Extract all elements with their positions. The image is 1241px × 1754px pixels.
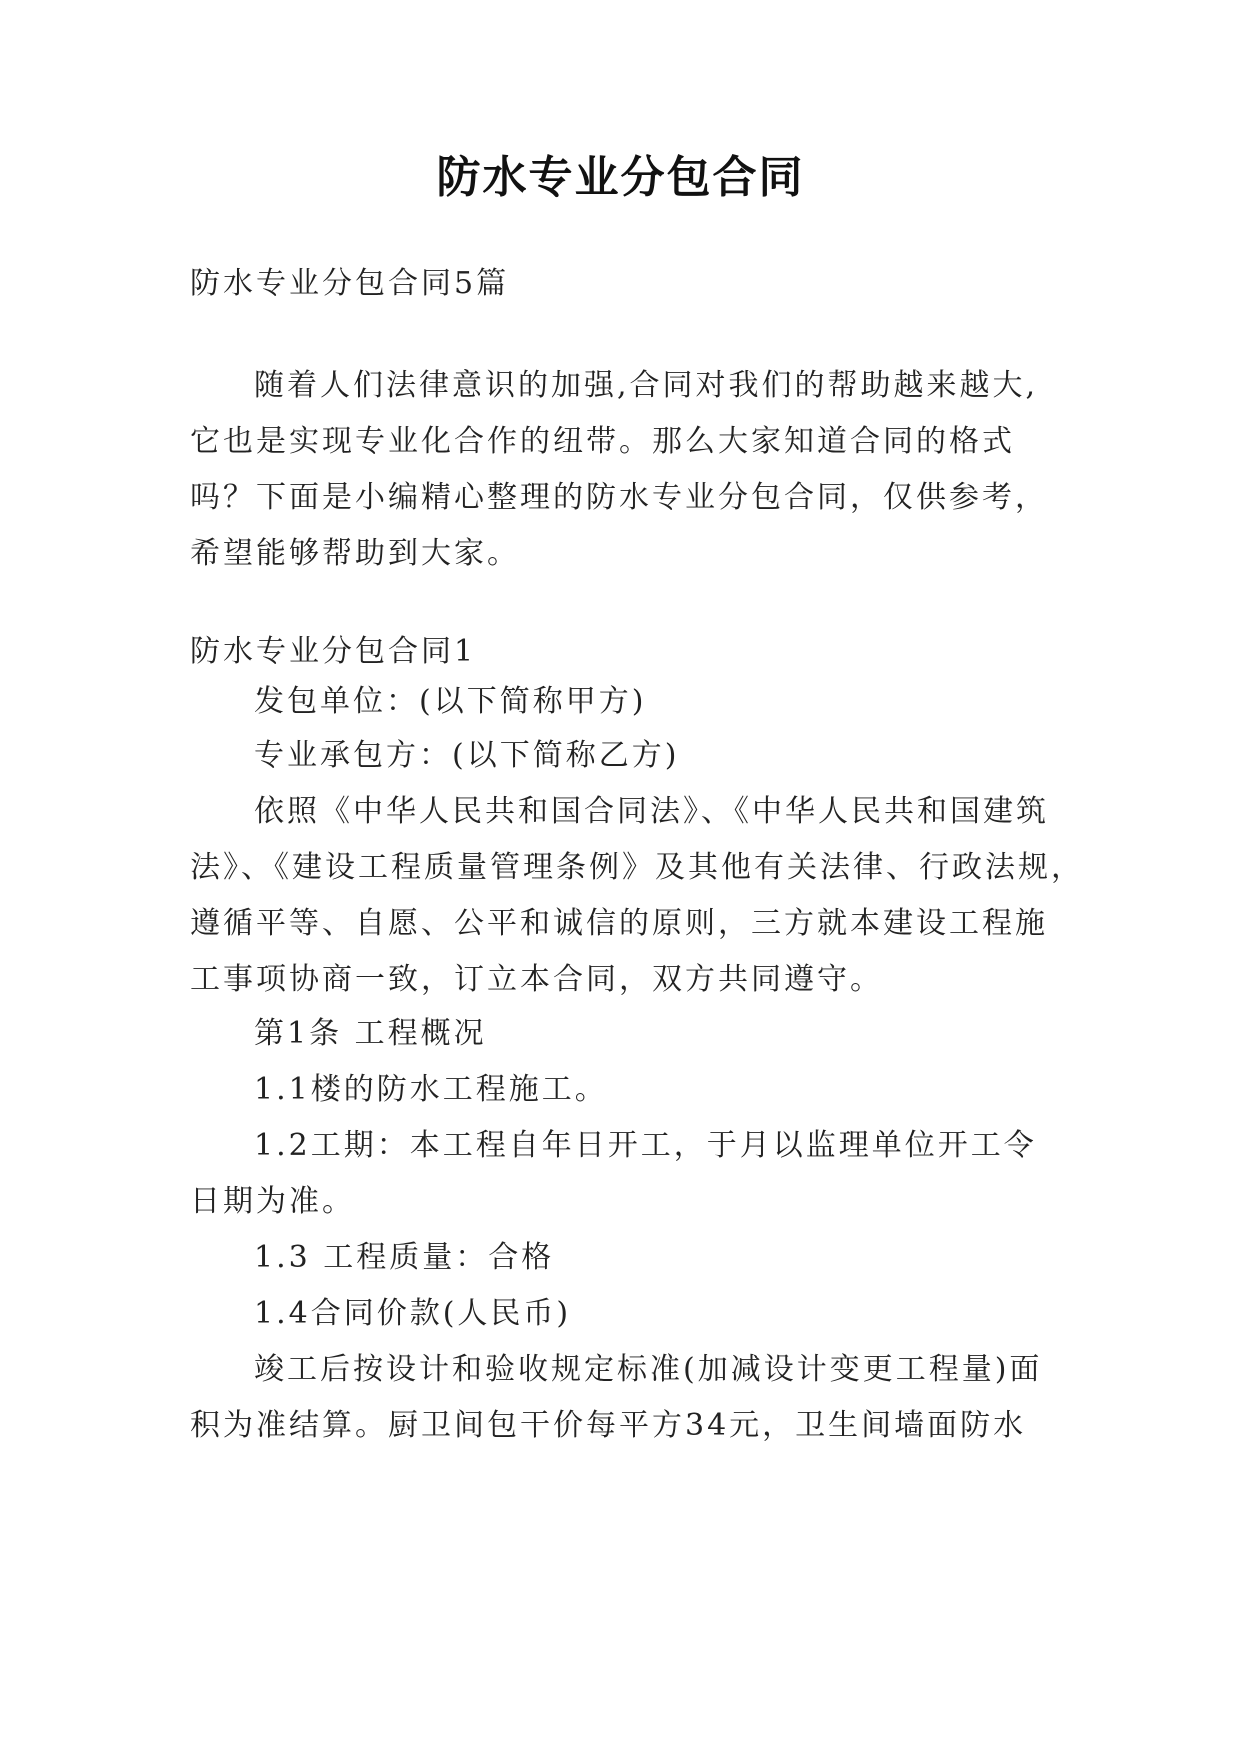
- party-a-line: 发包单位：(以下简称甲方): [254, 684, 647, 719]
- item-1-3: 1.3 工程质量：合格: [254, 1240, 555, 1275]
- intro-line-1: 随着人们法律意识的加强,合同对我们的帮助越来越大,: [254, 368, 1039, 403]
- basis-line-3: 遵循平等、自愿、公平和诚信的原则，三方就本建设工程施: [190, 906, 1048, 941]
- basis-line-1: 依照《中华人民共和国合同法》、《中华人民共和国建筑: [254, 794, 1049, 829]
- item-1-4: 1.4合同价款(人民币): [254, 1296, 572, 1331]
- intro-line-4: 希望能够帮助到大家。: [190, 536, 520, 571]
- intro-line-3: 吗？下面是小编精心整理的防水专业分包合同，仅供参考，: [190, 480, 1048, 515]
- document-title: 防水专业分包合同: [436, 152, 805, 203]
- item-1-2-line-1: 1.2工期：本工程自年日开工，于月以监理单位开工令: [254, 1128, 1037, 1163]
- intro-line-2: 它也是实现专业化合作的纽带。那么大家知道合同的格式: [190, 424, 1015, 459]
- settlement-line-1: 竣工后按设计和验收规定标准(加减设计变更工程量)面: [254, 1352, 1043, 1387]
- basis-line-4: 工事项协商一致，订立本合同，双方共同遵守。: [190, 962, 883, 997]
- document-subtitle: 防水专业分包合同5篇: [190, 266, 510, 301]
- item-1-2-line-2: 日期为准。: [190, 1184, 355, 1219]
- basis-line-2: 法》、《建设工程质量管理条例》及其他有关法律、行政法规，: [190, 850, 1084, 885]
- article-1-heading: 第1条 工程概况: [254, 1016, 487, 1051]
- party-b-line: 专业承包方：(以下简称乙方): [254, 738, 680, 773]
- settlement-line-2: 积为准结算。厨卫间包干价每平方34元，卫生间墙面防水: [190, 1408, 1027, 1443]
- item-1-1: 1.1楼的防水工程施工。: [254, 1072, 608, 1107]
- section-heading: 防水专业分包合同1: [190, 634, 477, 669]
